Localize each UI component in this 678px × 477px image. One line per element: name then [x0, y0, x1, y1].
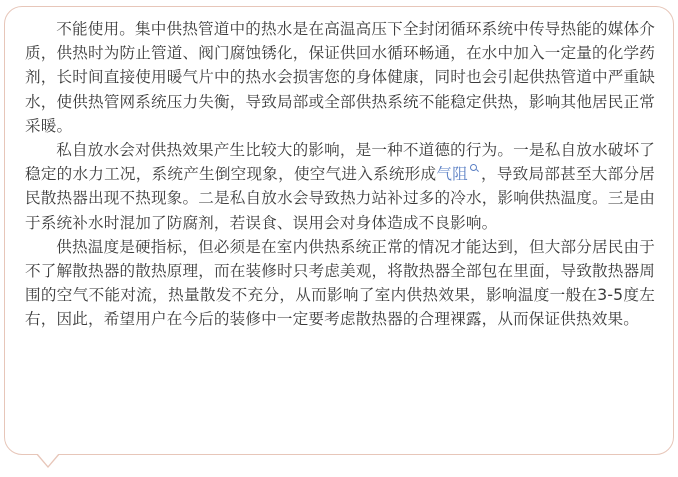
paragraph-3: 供热温度是硬指标，但必须是在室内供热系统正常的情况才能达到，但大部分居民由于不了解散热器的散热原理，而在装修时只考虑美观，将散热器全部包在里面，导致散热器周围的空气不能对流，热量散发不充分，从而影响了室内供热效果，影响温度一般在3-5度左右，因此，希望用户在今后的装修中一定要考虑散热器的合理裸露，从而保证供热效果。	[25, 237, 655, 329]
keyword-link-qizu[interactable]: 气阻	[436, 165, 468, 184]
speech-bubble-tail-inner	[37, 453, 59, 466]
paragraph-1: 不能使用。集中供热管道中的热水是在高温高压下全封闭循环系统中传导热能的媒体介质，供热时为防止管道、阀门腐蚀锈化，保证供回水循环畅通，在水中加入一定量的化学药剂，长时间直接使用暖气片中的热水会损害您的身体健康，同时也会引起供热管道中严重缺水，使供热管网系统压力失衡，导致局部或全部供热系统不能稳定供热，影响其他居民正常采暖。	[25, 20, 655, 135]
paragraph-2-text-before: 私自放水会对供热效果产生比较大的影响，是一种不道德的行为。一是私自放水破坏了稳定的水力工况，系统产生倒空现象，使空气进入系统形成	[25, 141, 655, 184]
paragraph-2-text-after: ，导致局部甚至大部分居民散热器出现不热现象。二是私自放水会导致热力站补过多的冷水，影响供热温度。三是由于系统补水时混加了防腐剂，若误食、误用会对身体造成不良影响。	[25, 165, 655, 232]
paragraph-2	[25, 138, 655, 235]
search-icon[interactable]	[470, 164, 477, 171]
article-body	[25, 17, 655, 332]
